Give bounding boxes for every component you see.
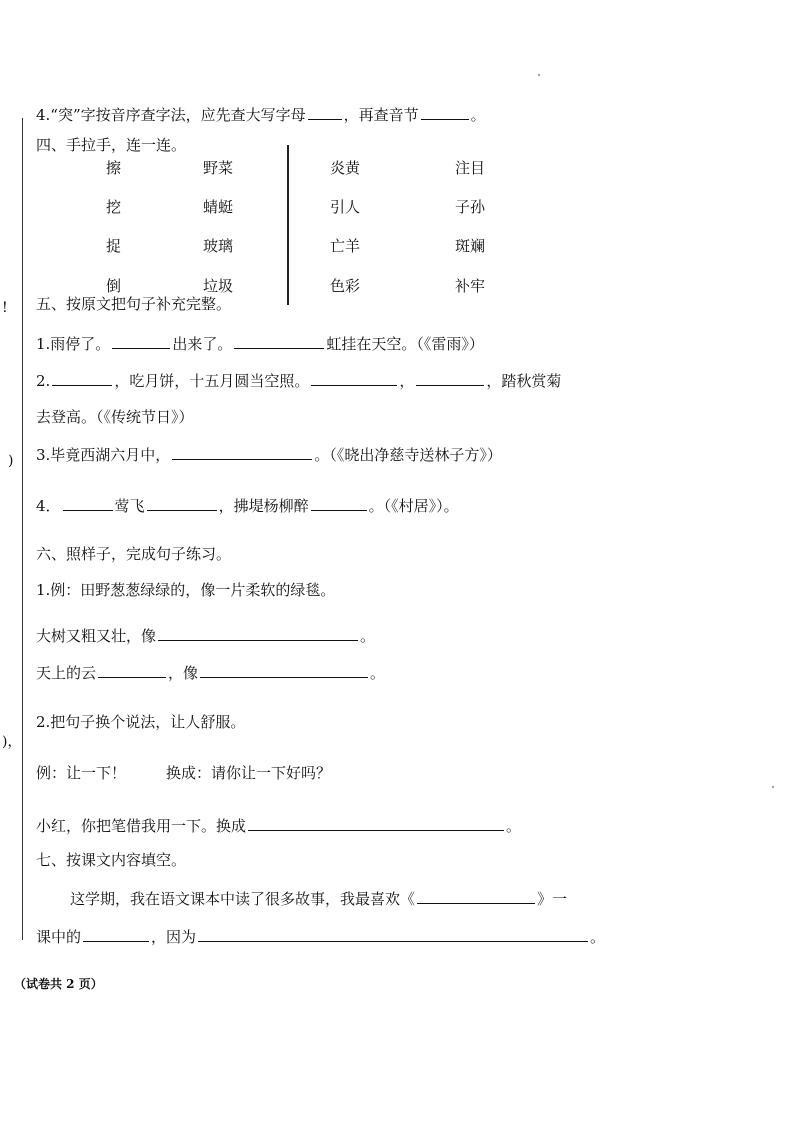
fill-sentence-4 — [36, 495, 459, 516]
sentence-text: 例：让一下！ — [36, 764, 127, 782]
example-sentence-2: 2.把句子换个说法，让人舒服。 — [36, 713, 246, 731]
match-word[interactable]: 补牢 — [455, 277, 486, 295]
sentence-text: ，像 — [168, 664, 199, 682]
sentence-text: 》一 — [537, 890, 568, 908]
sentence-text: 。（《村居》）。 — [368, 497, 459, 515]
question-4-line — [36, 104, 486, 125]
answer-blank[interactable] — [52, 370, 112, 386]
match-word[interactable]: 擦 — [106, 159, 122, 177]
sentence-text: 4． — [36, 497, 61, 515]
match-word[interactable]: 捉 — [106, 237, 122, 255]
margin-mark: )， — [2, 734, 22, 750]
sentence-text: 。 — [360, 627, 376, 645]
sentence-text: ，因为 — [151, 928, 197, 946]
fill-sentence-2-cont: 去登高。（《传统节日》） — [36, 408, 194, 426]
fill-sentence-2 — [36, 370, 561, 391]
answer-blank[interactable] — [234, 333, 324, 349]
answer-blank[interactable] — [112, 333, 170, 349]
question-text: 。 — [470, 106, 486, 124]
match-word[interactable]: 蜻蜓 — [203, 198, 234, 216]
sentence-text: 出来了。 — [172, 335, 233, 353]
sentence-text: 2. — [36, 372, 51, 390]
section-4-title: 四、手拉手，连一连。 — [36, 136, 187, 154]
example-sentence-1: 1.例：田野葱葱绿绿的，像一片柔软的绿毯。 — [36, 581, 336, 599]
answer-blank[interactable] — [311, 495, 367, 511]
answer-blank[interactable] — [421, 104, 469, 120]
sentence-text: 课中的 — [36, 928, 82, 946]
margin-mark: ! — [2, 300, 8, 316]
match-word[interactable]: 色彩 — [330, 277, 361, 295]
sentence-text: 大树又粗又壮，像 — [36, 627, 157, 645]
match-word[interactable]: 玻璃 — [203, 237, 234, 255]
binding-margin-line — [22, 118, 23, 940]
sentence-text: 1.雨停了。 — [36, 335, 111, 353]
match-word[interactable]: 炎黄 — [330, 159, 361, 177]
answer-blank[interactable] — [416, 370, 484, 386]
practice-line-1 — [36, 625, 375, 646]
answer-blank[interactable] — [311, 370, 397, 386]
sentence-text: ，吃月饼，十五月圆当空照。 — [114, 372, 310, 390]
sentence-text: 。 — [370, 664, 386, 682]
match-word[interactable]: 引人 — [330, 198, 361, 216]
match-word[interactable]: 垃圾 — [203, 277, 234, 295]
fill-sentence-3 — [36, 444, 502, 465]
match-word[interactable]: 亡羊 — [330, 237, 361, 255]
answer-blank[interactable] — [200, 662, 368, 678]
answer-blank[interactable] — [308, 104, 342, 120]
section-7-title: 七、按课文内容填空。 — [36, 851, 187, 869]
sentence-text: 莺飞 — [114, 497, 145, 515]
sentence-text: 这学期，我在语文课本中读了很多故事，我最喜欢《 — [70, 890, 416, 908]
match-word[interactable]: 子孙 — [455, 198, 486, 216]
scan-speck — [772, 786, 774, 788]
sentence-text: 小红，你把笔借我用一下。换成 — [36, 817, 247, 835]
match-word[interactable]: 野菜 — [203, 159, 234, 177]
section-6-title: 六、照样子，完成句子练习。 — [36, 545, 232, 563]
answer-blank[interactable] — [63, 495, 113, 511]
answer-blank[interactable] — [158, 625, 358, 641]
match-word[interactable]: 注目 — [455, 159, 486, 177]
answer-blank[interactable] — [83, 926, 149, 942]
match-divider-line — [287, 145, 289, 305]
sentence-text: 3.毕竟西湖六月中， — [36, 446, 171, 464]
question-text: ，再查音节 — [343, 106, 419, 124]
margin-mark: ) — [8, 453, 14, 469]
sentence-text: 虹挂在天空。（《雷雨》） — [326, 335, 484, 353]
fill-paragraph-line-2 — [36, 926, 605, 947]
section-5-title: 五、按原文把句子补充完整。 — [36, 295, 232, 313]
answer-blank[interactable] — [417, 888, 535, 904]
match-word[interactable]: 斑斓 — [455, 237, 486, 255]
sentence-text: 天上的云 — [36, 664, 97, 682]
answer-blank[interactable] — [172, 444, 312, 460]
sentence-text: 。 — [506, 817, 522, 835]
answer-blank[interactable] — [198, 926, 588, 942]
match-word[interactable]: 挖 — [106, 198, 122, 216]
page-count-footer: （试卷共 2 页） — [14, 977, 103, 991]
practice-line-3 — [36, 815, 521, 836]
fill-paragraph-line-1 — [70, 888, 567, 909]
answer-blank[interactable] — [98, 662, 166, 678]
sentence-text: 。 — [590, 928, 606, 946]
sentence-text: 。（《晓出净慈寺送林子方》） — [314, 446, 502, 464]
sentence-text: ， — [399, 372, 415, 390]
sentence-text: ，拂堤杨柳醉 — [218, 497, 309, 515]
sentence-text: 换成：请你让一下好吗？ — [166, 764, 332, 782]
sentence-text: ，踏秋赏菊 — [486, 372, 562, 390]
politeness-example — [36, 763, 331, 783]
scan-speck — [538, 74, 540, 76]
fill-sentence-1 — [36, 333, 484, 354]
match-word[interactable]: 倒 — [106, 277, 122, 295]
answer-blank[interactable] — [248, 815, 504, 831]
answer-blank[interactable] — [147, 495, 217, 511]
question-text: 4.“突”字按音序查字法，应先查大写字母 — [36, 106, 306, 124]
practice-line-2 — [36, 662, 385, 683]
